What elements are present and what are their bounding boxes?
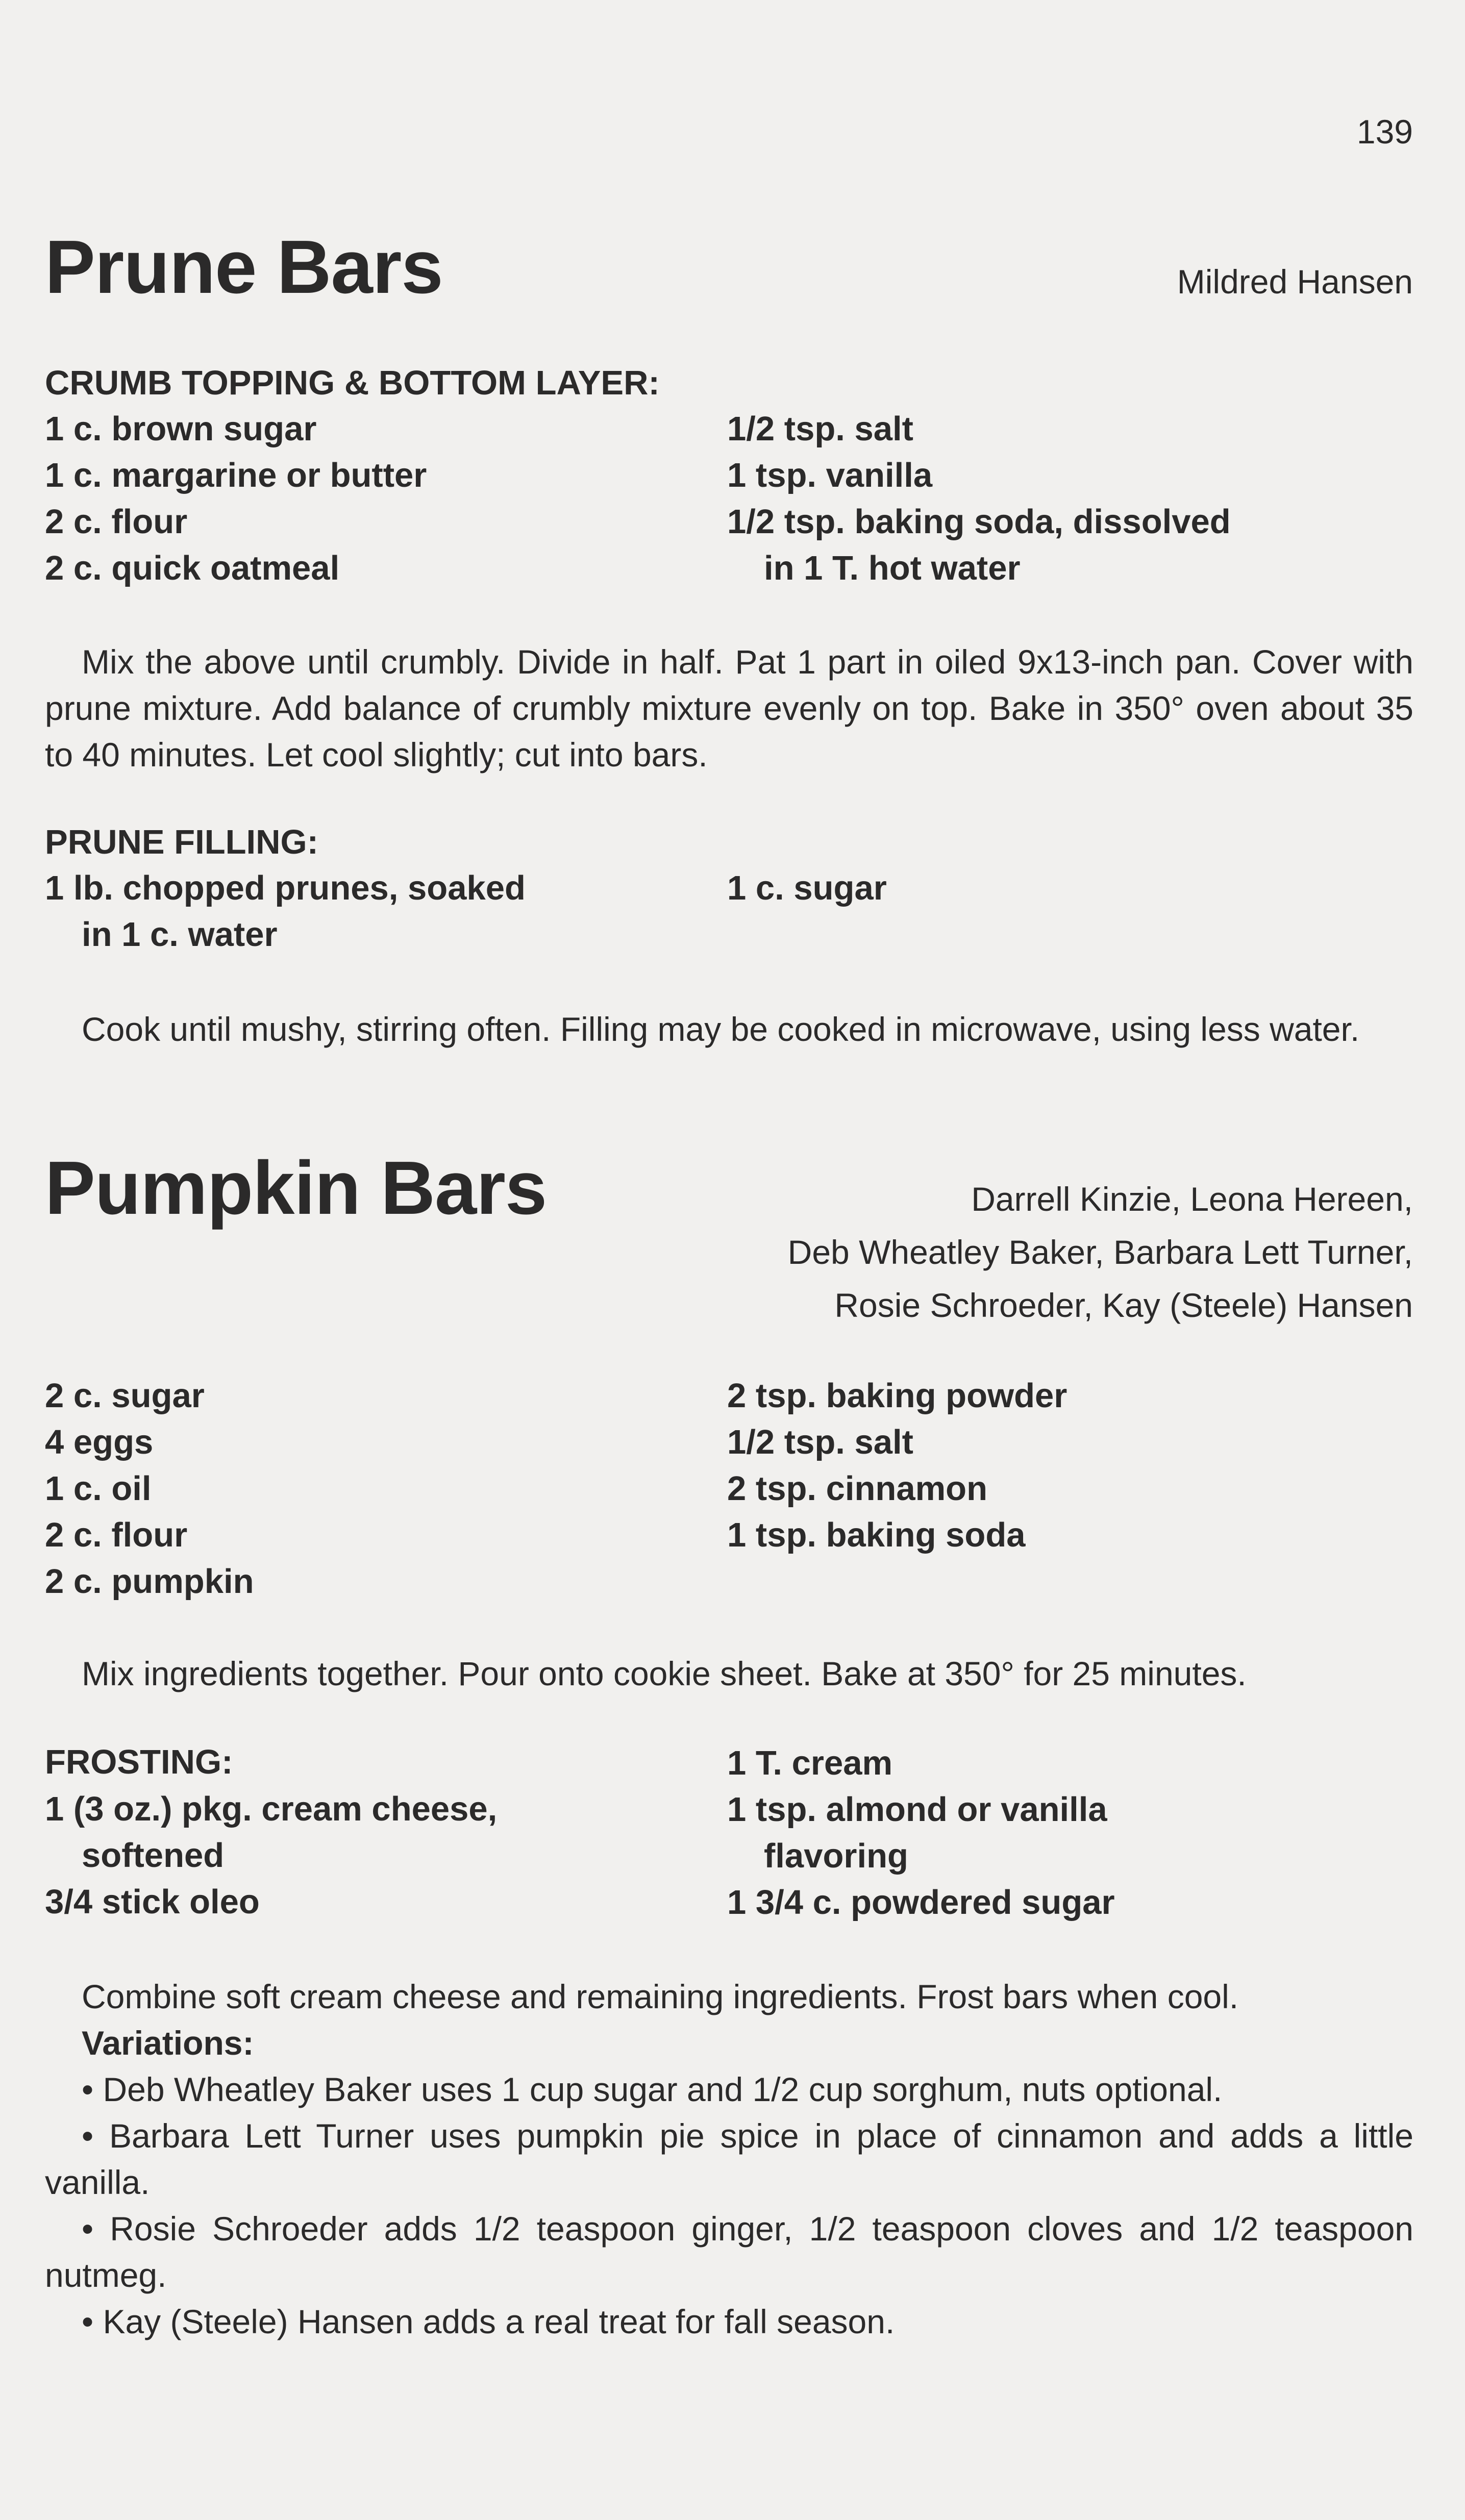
variation-item: • Barbara Lett Turner uses pumpkin pie spice in place of cinnamon and adds a little vanilla. xyxy=(45,2117,1413,2201)
recipe-title-pumpkin-bars: Pumpkin Bars xyxy=(45,1146,547,1230)
author-line: Deb Wheatley Baker, Barbara Lett Turner, xyxy=(787,1233,1413,1271)
ingredient: flavoring xyxy=(764,1837,908,1875)
ingredient: 1/2 tsp. salt xyxy=(727,410,913,448)
page-number: 139 xyxy=(1356,113,1413,151)
ingredient: 3/4 stick oleo xyxy=(45,1883,260,1921)
ingredient: 1/2 tsp. salt xyxy=(727,1423,913,1461)
ingredient-list-right xyxy=(727,406,1231,591)
ingredient: 2 c. sugar xyxy=(45,1377,205,1415)
recipe-title-prune-bars: Prune Bars xyxy=(45,225,443,309)
ingredient: 1 3/4 c. powdered sugar xyxy=(727,1883,1115,1922)
recipe-author: Mildred Hansen xyxy=(1177,263,1413,301)
ingredient: 2 tsp. cinnamon xyxy=(727,1469,988,1508)
ingredient-list-left xyxy=(45,1786,497,1925)
author-line: Darrell Kinzie, Leona Hereen, xyxy=(971,1180,1413,1218)
frosting-instructions-block xyxy=(45,1974,1413,2345)
ingredient: softened xyxy=(82,1836,225,1875)
ingredient: 1 c. margarine or butter xyxy=(45,456,427,494)
instructions: Mix ingredients together. Pour onto cookie sheet. Bake at 350° for 25 minutes. xyxy=(82,1655,1247,1692)
ingredient: 1 lb. chopped prunes, soaked xyxy=(45,869,526,907)
ingredient: 4 eggs xyxy=(45,1423,154,1461)
ingredient: 2 c. pumpkin xyxy=(45,1562,254,1601)
author-line: Rosie Schroeder, Kay (Steele) Hansen xyxy=(834,1286,1413,1324)
ingredient-list-left xyxy=(45,865,526,958)
variation-item: • Kay (Steele) Hansen adds a real treat for fall season. xyxy=(82,2303,895,2340)
ingredient: 2 tsp. baking powder xyxy=(727,1377,1067,1415)
ingredient: 1 tsp. baking soda xyxy=(727,1516,1026,1554)
ingredient-list-right xyxy=(727,1373,1067,1558)
ingredient: 2 c. quick oatmeal xyxy=(45,549,340,587)
ingredient: 1 tsp. vanilla xyxy=(727,456,933,494)
recipe-authors xyxy=(788,1172,1413,1332)
instructions: Mix the above until crumbly. Divide in half. Pat 1 part in oiled 9x13-inch pan. Cover with prune mixture. Add balance of crumbly mixture evenly on top. Bake in 350° oven about 35 to 40 minutes. Let cool slightly; cut into bars. xyxy=(45,643,1413,774)
variation-item: • Rosie Schroeder adds 1/2 teaspoon ginger, 1/2 teaspoon cloves and 1/2 teaspoon nutmeg. xyxy=(45,2210,1413,2294)
ingredient: 1 c. sugar xyxy=(727,869,887,907)
ingredient: 1 tsp. almond or vanilla xyxy=(727,1790,1107,1829)
ingredient: 1 (3 oz.) pkg. cream cheese, xyxy=(45,1790,498,1828)
ingredient-list-left xyxy=(45,406,427,591)
ingredient-list-right xyxy=(727,865,887,911)
ingredient: 2 c. flour xyxy=(45,1516,188,1554)
ingredient: 1 c. oil xyxy=(45,1469,152,1508)
variations-header: Variations: xyxy=(82,2024,254,2062)
ingredient: 1/2 tsp. baking soda, dissolved xyxy=(727,503,1231,541)
ingredient: 1 T. cream xyxy=(727,1744,893,1782)
section-header-crumb: CRUMB TOPPING & BOTTOM LAYER: xyxy=(45,364,660,402)
ingredient-list-left xyxy=(45,1373,254,1605)
section-header-filling: PRUNE FILLING: xyxy=(45,823,318,861)
instructions: Cook until mushy, stirring often. Filling may be cooked in microwave, using less water. xyxy=(82,1010,1360,1048)
ingredient: 2 c. flour xyxy=(45,503,188,541)
section-header-frosting: FROSTING: xyxy=(45,1743,233,1781)
ingredient: in 1 T. hot water xyxy=(764,549,1021,587)
ingredient: in 1 c. water xyxy=(82,915,278,954)
variation-item: • Deb Wheatley Baker uses 1 cup sugar and 1/2 cup sorghum, nuts optional. xyxy=(82,2070,1223,2108)
ingredient-list-right xyxy=(727,1740,1115,1926)
instructions: Combine soft cream cheese and remaining ingredients. Frost bars when cool. xyxy=(82,1978,1239,2015)
ingredient: 1 c. brown sugar xyxy=(45,410,317,448)
